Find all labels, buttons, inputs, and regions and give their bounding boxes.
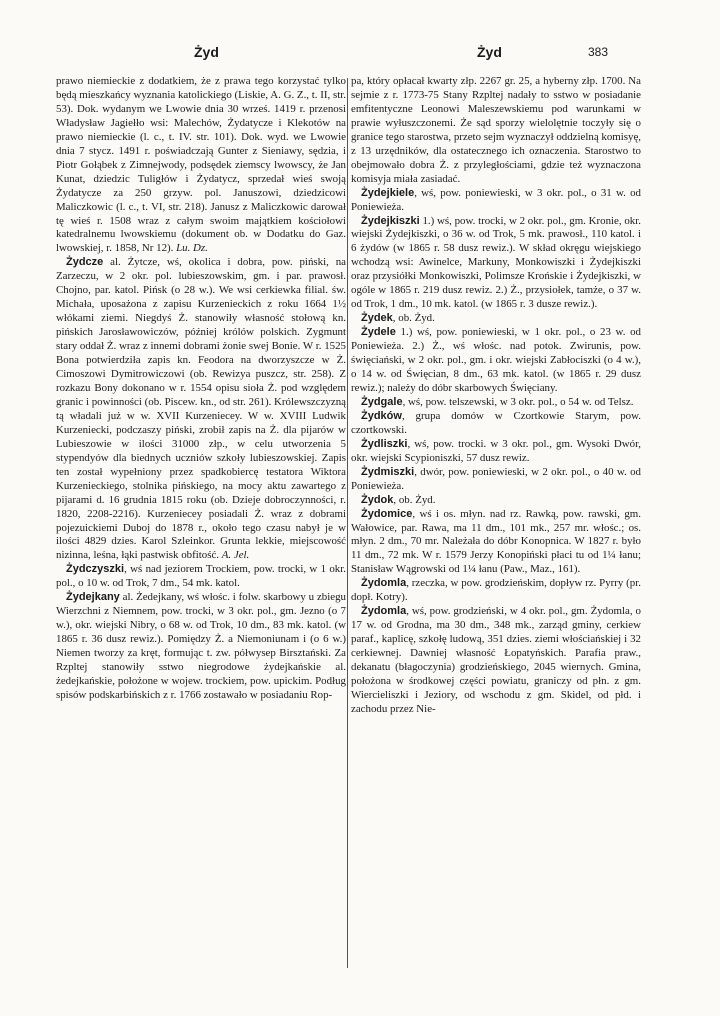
dictionary-entry <box>351 466 641 494</box>
entry-text: , wś i os. młyn. nad rz. Rawką, pow. rawski, gm. Wałowice, par. Rawa, ma 11 dm., 101 mk., 257 mr. włośc.; os. młyn. 2 dm., 70 mr. Należała do dóbr Konopnica. W 1827 r. było 11 dm., 72 mk. W r. 1579 Jerzy Konopiński płaci tu od 1¼ łanu; Stanisław Wągrowski od 1¼ łanu (Paw., Maz., 161). <box>351 507 641 576</box>
dictionary-entry <box>351 577 641 605</box>
dictionary-entry <box>351 438 641 466</box>
column-divider <box>347 78 348 968</box>
dictionary-entry <box>351 75 641 187</box>
entry-headword: Żydgale <box>361 395 403 408</box>
dictionary-entry <box>351 326 641 396</box>
entry-signature: Lu. Dz. <box>176 242 208 255</box>
entry-text: , grupa domów w Czortkowie Starym, pow. czortkowski. <box>351 409 641 436</box>
entry-headword: Żydków <box>361 409 402 422</box>
entry-text: 1.) wś, pow. poniewieski, w 1 okr. pol., o 23 w. od Poniewieża. 2.) Ż., wś włośc. nad potok. Zwirunis, pow. święciański, w 2 okr. pol., gm. i okr. wiejski Zabłociszki (o 4 w.), o 14 w. od Święcian, 8 dm., 63 mk. katol. (w 1865 r. 29 dusz rewiz.); należy do dóbr skarbowych Święciany. <box>351 326 641 394</box>
dictionary-entry <box>351 187 641 215</box>
header-left-title: Żyd <box>194 44 219 60</box>
dictionary-entry <box>351 605 641 717</box>
entry-text: , wś, pow. poniewieski, w 3 okr. pol., o 31 w. od Poniewieża. <box>351 186 641 213</box>
entry-headword: Żydcze <box>66 256 104 269</box>
dictionary-entry <box>351 494 641 508</box>
entry-headword: Żydejkiszki <box>361 214 420 227</box>
entry-text: , wś nad jeziorem Trockiem, pow. trocki, w 1 okr. pol., o 10 w. od Trok, 7 dm., 54 mk. katol. <box>56 563 346 590</box>
dictionary-entry <box>56 591 346 703</box>
entry-text: 1.) wś, pow. trocki, w 2 okr. pol., gm. Kronie, okr. wiejski Żydejkiszki, o 36 w. od Trok, 5 mk. prawosł., 110 katol. i 6 żydów (w 1865 r. 58 dusz rewiz.). W skład okręgu wiejskiego wchodzą wsi: Awinelce, Markuny, Monkowiszki i Żydejkiszki oraz przysiółki Monkowiszki, Polimsze Krońskie i Żydejkiszki, w ogóle w 1865 r. 219 dusz rewiz. 2.) Ż., przysiołek, tamże, o 37 w. od Trok, 1 dm., 10 mk. katol. (w 1865 r. 3 dusze rewiz.). <box>351 214 641 311</box>
entry-headword: Żydele <box>361 326 396 339</box>
entry-text: prawo niemieckie z dodatkiem, że z prawa tego korzystać tylko będą mieszkańcy wyznania katolickiego (Liskie, A. G. Z., t. II, str. 53). Dok. wydanym we Lwowie dnia 30 wrześ. 1419 r. przenosi Władysław Jagiełło wsi: Malechów, Żydatycze i Klekotów na prawo niemieckie (l. c., t. IV. str. 101). Dok. wyd. we Lwowie dnia 7 stycz. 1491 r. poświadczają Gunter z Sieniawy, sędzia, i Piotr Gołąbek z Zimnejwody, podsędek ziemscy lwowscy, że Jan Kunat, dziedzic Tuligłów i Żydatycz, sprzedał wieś swoją Żydatycze za 250 grzyw. pol. Januszowi, dziedzicowi Maliczkowic (l. c., t. VI, str. 218). Janusz z Maliczkowic darował tę wieś r. 1508 wraz z całym swoim majątkiem kościołowi katedralnemu lwowskiemu (dokument ob. w Dodatku do Gaz. lwowskiej, r. 1858, Nr 12). <box>56 75 346 255</box>
dictionary-entry <box>351 410 641 438</box>
header-right-title: Żyd <box>477 44 502 60</box>
entry-headword: Żydmiszki <box>361 465 415 478</box>
page-number: 383 <box>588 45 609 59</box>
dictionary-entry <box>351 312 641 326</box>
entry-headword: Żydejkany <box>66 591 120 604</box>
entry-headword: Żydejkiele <box>361 186 415 199</box>
entry-headword: Żydomla <box>361 605 407 618</box>
entry-headword: Żydomla <box>361 577 407 590</box>
entry-text: , rzeczka, w pow. grodzieńskim, dopływ rz. Pyrry (pr. dopł. Kotry). <box>351 577 641 604</box>
entry-text: , wś, pow. trocki. w 3 okr. pol., gm. Wysoki Dwór, okr. wiejski Scypioniszki, 57 dusz rewiz. <box>351 437 641 464</box>
left-column <box>56 75 346 980</box>
entry-text: al. Żytcze, wś, okolica i dobra, pow. piński, na Zarzeczu, w 2 okr. pol. lubieszowskim, gm. i par. prawosł. Chojno, par. katol. Pińsk (o 28 w.). We wsi cerkiewka filial. św. Michała, uposażona z zapisu Kurzenieckich z roku 1664 1½ włókami ziemi. Niegdyś Ż. stanowiły własność stołową kn. pińskich Jarosławowiczów, później królów polskich. Zygmunt stary oddał Ż. wraz z innemi dobrami żonie swej Bonie. W r. 1525 Bona potwierdziła zapis kn. Feodora na dworzyszcze w Ż. Cimoszowi Dymitrowiczowi (ob. Rewizya puszcz, str. 258). Z rozkazu Bony dokonano w r. 1554 opisu sioła Ż. pod względem granic i powinności (ob. Piscew. kn., od str. 261). Królewszczyzną tą władali już w w. XVII Kurzeniecey. W w. XVIII Ludwik Kurzeniecki, podczaszy piński, zrobił zapis na Ż. dla pijarów w Lubieszowie w ilości 31000 złp., w celu utworzenia 5 stypendyów dla biednych uczniów szkoły lubieszowskiej. Zapis ten został wypełniony przez spadkobiercę testatora Wiktora Kurzenieckiego, stolnika pińskiego, na mocy aktu zawartego z pijarami d. 16 grudnia 1815 roku (ob. Dzieje dobroczynności, r. 1820, 2208-2216). Kurzeniecey posiadali Ż. wraz z dobrami pojezuickiemi Duboj do 1878 r., około tego czasu nabył je w ilości 4829 dzies. Karol Szleinkor. Grunta lekkie, miejscowość nizinna, leśna, łąki pastwisk obfitość. <box>56 256 346 562</box>
dictionary-entry <box>351 215 641 313</box>
entry-headword: Żydomice <box>361 507 413 520</box>
dictionary-entry <box>351 396 641 410</box>
entry-signature: A. Jel. <box>221 549 250 562</box>
dictionary-entry <box>56 256 346 563</box>
dictionary-entry <box>351 508 641 578</box>
dictionary-entry <box>56 75 346 256</box>
entry-text: , dwór, pow. poniewieski, w 2 okr. pol., o 40 w. od Poniewieża. <box>351 465 641 492</box>
entry-text: , ob. Żyd. <box>392 312 435 325</box>
running-header <box>0 44 720 64</box>
entry-headword: Żydliszki <box>361 437 408 450</box>
entry-text: , wś, pow. telszewski, w 3 okr. pol., o 54 w. od Telsz. <box>402 395 634 408</box>
entry-headword: Żydok <box>361 493 394 506</box>
entry-text: pa, który opłacał kwarty złp. 2267 gr. 25, a hyberny złp. 1700. Na sejmie z r. 1773-75 Stany Rzpltej nadały to sstwo w posiadanie emfitentyczne Leonowi Maleszewskiemu pod warunkami w prawie wyłuszczonemi. Że sąd sporzy wielolętnie toczyły się o granice tego starostwa, przeto sejm wyznaczył oddzielną komisyę, z 13 urzędników, dla ostatecznego ich oznaczenia. Starostwo to obejmowało dobra Ż. z przyległościami, gdzie też wyznaczona komisyja miała zasiadać. <box>351 75 641 185</box>
entry-headword: Żydek <box>361 312 393 325</box>
right-column <box>351 75 641 980</box>
entry-headword: Żydczyszki <box>66 563 125 576</box>
entry-text: , ob. Żyd. <box>393 493 436 506</box>
entry-text: al. Żedejkany, wś włośc. i folw. skarbowy u zbiegu Wierzchni z Niemnem, pow. trocki, w 3 okr. pol., gm. Jezno (o 7 w.), okr. wiejski Nibry, o 68 w. od Trok, 10 dm., 83 mk. katol. (w 1865 r. 36 dusz rewiz.). Pomiędzy Ż. a Niemoniunam i (o 6 w.) Niemen tworzy za kręt, formując t. zw. półwysep Birsztański. Za Rzpltej stanowiły sstwo niegrodowe żydejkańskie al. żedejkańskie, położone w wojew. trockiem, pow. upickim. Podług spisów podskarbińskich z r. 1766 zostawało w posiadaniu Rop- <box>56 591 346 701</box>
entry-text: , wś, pow. grodzieński, w 4 okr. pol., gm. Żydomla, o 17 w. od Grodna, ma 30 dm., 348 mk., zarząd gminy, cerkiew paraf., kaplicę, szkołę ludową, 351 dzies. ziemi włościańskiej i 32 cerkiewnej. Dawniej własność Łopatyńskich. Parafia praw., dekanatu (błagoczynia) grodzieńskiego, 2045 wiernych. Gmina, położona w środkowej części powiatu, graniczy od płn. z gm. Wiercieliszki i Jeziory, od wschodu z gm. Skidel, od płd. i zachodu przez Nie- <box>351 605 641 715</box>
dictionary-entry <box>56 563 346 591</box>
